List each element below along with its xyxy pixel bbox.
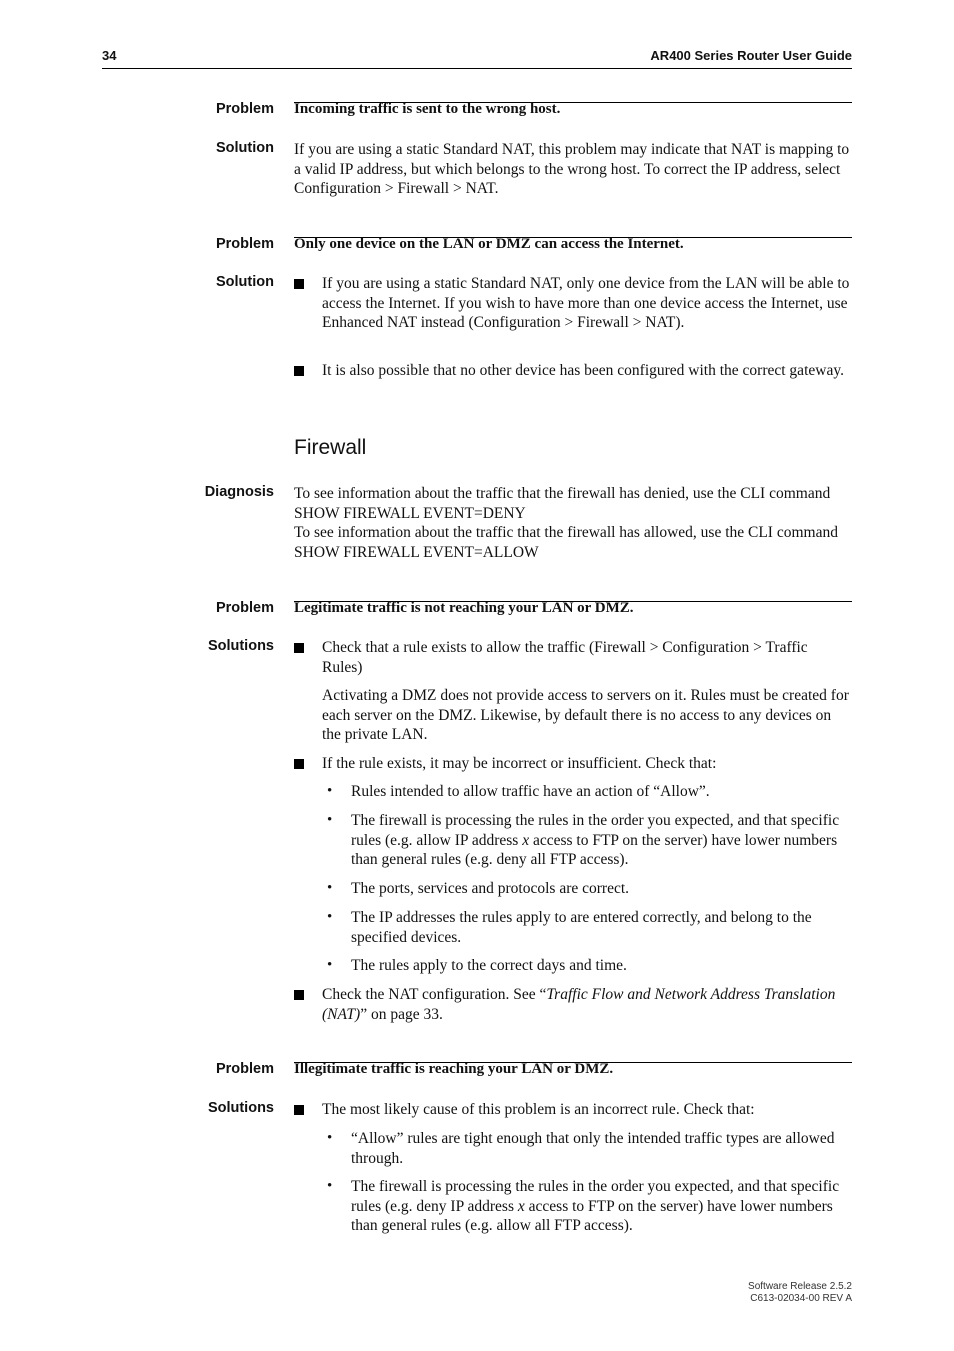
bullet-square xyxy=(294,366,304,376)
cross-reference-link[interactable]: Traffic Flow and Network Address Translation (NAT) xyxy=(322,986,836,1023)
bullet-dot: • xyxy=(327,957,333,973)
bullet-text: The most likely cause of this problem is an incorrect rule. Check that: xyxy=(322,1101,755,1118)
bullet-dot: • xyxy=(327,1178,333,1194)
sub-bullet-text: The IP addresses the rules apply to are entered correctly, and belong to the specified devices. xyxy=(351,909,812,946)
bullet-text: If you are using a static Standard NAT, only one device from the LAN will be able to access the Internet. If you wish to have more than one device access the Internet, use Enhanced NAT instead (Configuration > Firewall > NAT). xyxy=(322,275,850,331)
bullet-square xyxy=(294,643,304,653)
bullet-square xyxy=(294,759,304,769)
bullet-dot: • xyxy=(327,909,333,925)
bullet-dot: • xyxy=(327,783,333,799)
solutions-label: Solutions xyxy=(207,1100,274,1116)
document-title: AR400 Series Router User Guide xyxy=(650,48,852,63)
bullet-text: Check that a rule exists to allow the traffic (Firewall > Configuration > Traffic Rules) xyxy=(322,639,808,676)
section-heading: Firewall xyxy=(294,436,367,459)
bullet-dot: • xyxy=(327,1130,333,1146)
solution-label: Solution xyxy=(216,140,274,156)
bullet-text: Check the NAT configuration. See “Traffic Flow and Network Address Translation (NAT)” on page 33. xyxy=(322,986,836,1023)
sub-bullet-text: “Allow” rules are tight enough that only the intended traffic types are allowed through. xyxy=(351,1130,835,1167)
bullet-dot: • xyxy=(327,880,333,896)
solution-label: Solution xyxy=(216,274,274,290)
bullet-square xyxy=(294,990,304,1000)
bullet-text: If the rule exists, it may be incorrect or insufficient. Check that: xyxy=(322,755,717,772)
sub-bullet-text: The firewall is processing the rules in the order you expected, and that specific rules (e.g. allow IP address x access to FTP on the server) have lower numbers than general rules (e.g. deny all FTP access). xyxy=(351,812,840,868)
bullet-square xyxy=(294,1105,304,1115)
problem-text: Legitimate traffic is not reaching your LAN or DMZ. xyxy=(294,600,634,616)
bullet-paragraph: Activating a DMZ does not provide access to servers on it. Rules must be created for each server on the DMZ. Likewise, by default there is no access to any devices on the private LAN. xyxy=(322,687,849,743)
sub-bullet-text: The rules apply to the correct days and time. xyxy=(351,957,627,974)
diagnosis-label: Diagnosis xyxy=(204,484,274,500)
page-footer xyxy=(748,1281,852,1305)
problem-text: Only one device on the LAN or DMZ can access the Internet. xyxy=(294,236,684,252)
problem-label: Problem xyxy=(215,1061,274,1077)
document-revision: C613-02034-00 REV A xyxy=(750,1293,852,1304)
diagnosis-text: To see information about the traffic that the firewall has denied, use the CLI command SHOW FIREWALL EVENT=DENY To see information about the traffic that the firewall has allowed, use the CLI command SHOW FIREWALL EVENT=ALLOW xyxy=(294,485,838,561)
solution-text: If you are using a static Standard NAT, this problem may indicate that NAT is mapping to a valid IP address, but which belongs to the wrong host. To correct the IP address, select Configuration > Firewall > NAT. xyxy=(294,141,850,197)
page-header xyxy=(102,48,852,69)
software-release: Software Release 2.5.2 xyxy=(748,1281,852,1292)
problem-text: Incoming traffic is sent to the wrong host. xyxy=(294,101,561,117)
problem-label: Problem xyxy=(215,236,274,252)
sub-bullet-text: The ports, services and protocols are correct. xyxy=(351,880,630,897)
bullet-text: It is also possible that no other device has been configured with the correct gateway. xyxy=(322,362,844,379)
bullet-square xyxy=(294,279,304,289)
bullet-dot: • xyxy=(327,812,333,828)
sub-bullet-text: Rules intended to allow traffic have an action of “Allow”. xyxy=(351,783,710,800)
problem-label: Problem xyxy=(215,600,274,616)
page-number: 34 xyxy=(102,48,117,63)
problem-text: Illegitimate traffic is reaching your LAN or DMZ. xyxy=(294,1061,614,1077)
problem-label: Problem xyxy=(215,101,274,117)
sub-bullet-text: The firewall is processing the rules in the order you expected, and that specific rules (e.g. deny IP address x access to FTP on the server) have lower numbers than general rules (e.g. allow all FTP access). xyxy=(351,1178,840,1234)
solutions-label: Solutions xyxy=(207,638,274,654)
